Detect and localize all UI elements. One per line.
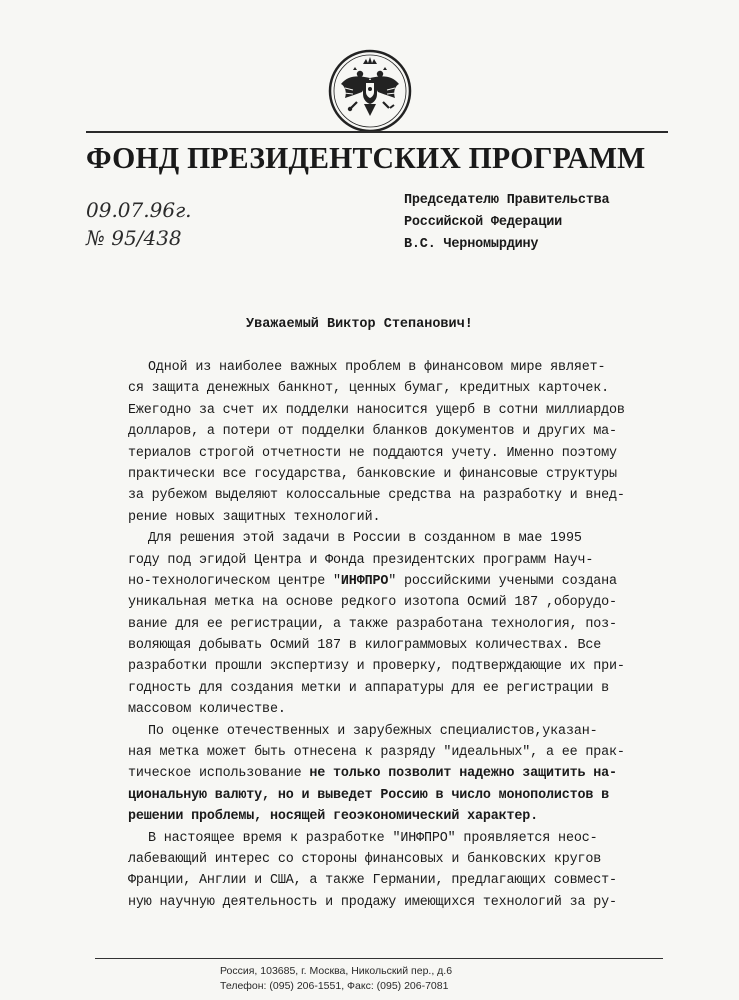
body-line: Одной из наиболее важных проблем в финансовом мире являет-	[148, 360, 606, 375]
body-line: По оценке отечественных и зарубежных специалистов,указан-	[148, 723, 598, 739]
addressee-line: В.С. Черномырдину	[404, 237, 539, 252]
footer-phones: Телефон: (095) 206-1551, Факс: (095) 206-7081	[220, 980, 449, 992]
body-text-run: " российскими учеными создана	[388, 573, 617, 589]
letter-body	[128, 357, 663, 913]
double-headed-eagle-emblem	[327, 48, 413, 134]
body-line: Для решения этой задачи в России в созданном в мае 1995	[148, 531, 582, 547]
header-rule	[86, 131, 668, 133]
body-line: разработки прошли экспертизу и проверку, подтверждающие их при-	[128, 659, 625, 675]
footer-contacts	[220, 964, 520, 994]
addressee-line: Российской Федерации	[404, 215, 563, 230]
addressee-block	[404, 190, 704, 256]
body-line: ную научную деятельность и продажу имеющихся технологий за ру-	[128, 894, 617, 910]
handwritten-number: № 95/438	[86, 226, 182, 250]
body-line: массовом количестве.	[128, 702, 286, 718]
body-line: Ежегодно за счет их подделки наносится ущерб в сотни миллиардов	[128, 402, 625, 418]
body-line	[128, 785, 663, 806]
body-line: году под эгидой Центра и Фонда президентских программ Науч-	[128, 552, 594, 568]
body-line: решении проблемы, носящей геоэкономический характер.	[128, 809, 539, 825]
organization-title: ФОНД ПРЕЗИДЕНТСКИХ ПРОГРАММ	[86, 140, 646, 175]
body-line: долларов, а потери от подделки бланков документов и других ма-	[128, 424, 617, 440]
body-text-run: но-технологическом центре "	[128, 573, 341, 589]
body-text-run: тическое использование	[128, 766, 310, 782]
body-line: Франции, Англии и США, а также Германии, предлагающих совмест-	[128, 873, 617, 889]
body-line: рение новых защитных технологий.	[128, 509, 381, 525]
body-line	[128, 763, 663, 784]
body-line: уникальная метка на основе редкого изотопа Осмий 187 ,оборудо-	[128, 595, 617, 611]
body-text-bold: не только позволит надежно защитить на-	[309, 766, 617, 782]
body-line: вание для ее регистрации, а также разработана технология, поз-	[128, 616, 617, 632]
footer-rule	[95, 958, 663, 959]
body-line: ная метка может быть отнесена к разряду "идеальных", а ее прак-	[128, 745, 625, 761]
body-line: ся защита денежных банкнот, ценных бумаг, кредитных карточек.	[128, 381, 610, 397]
addressee-line: Председателю Правительства	[404, 193, 610, 208]
body-line: за рубежом выделяют колоссальные средства на разработку и внед-	[128, 488, 625, 504]
salutation: Уважаемый Виктор Степанович!	[246, 317, 473, 332]
body-line: воляющая добывать Осмий 187 в килограммовых количествах. Все	[128, 638, 602, 654]
body-line: лабевающий интерес со стороны финансовых и банковских кругов	[128, 851, 602, 867]
body-line: В настоящее время к разработке "ИНФПРО" проявляется неос-	[148, 830, 598, 846]
handwritten-annotation	[86, 196, 256, 252]
body-text-bold: ИНФПРО	[340, 573, 389, 589]
body-line: годность для создания метки и аппаратуры для ее регистрации в	[128, 680, 610, 696]
handwritten-date: 09.07.96г.	[86, 198, 192, 222]
footer-address: Россия, 103685, г. Москва, Никольский пер., д.6	[220, 965, 453, 977]
body-line: практически все государства, банковские и финансовые структуры	[128, 466, 617, 482]
body-line: териалов строгой отчетности не поддаются учету. Именно поэтому	[128, 445, 617, 461]
body-text-bold: но и выведет Россию в число монополистов в	[269, 787, 610, 803]
body-text-bold: циональную валюту,	[128, 787, 270, 803]
body-line	[128, 571, 663, 592]
